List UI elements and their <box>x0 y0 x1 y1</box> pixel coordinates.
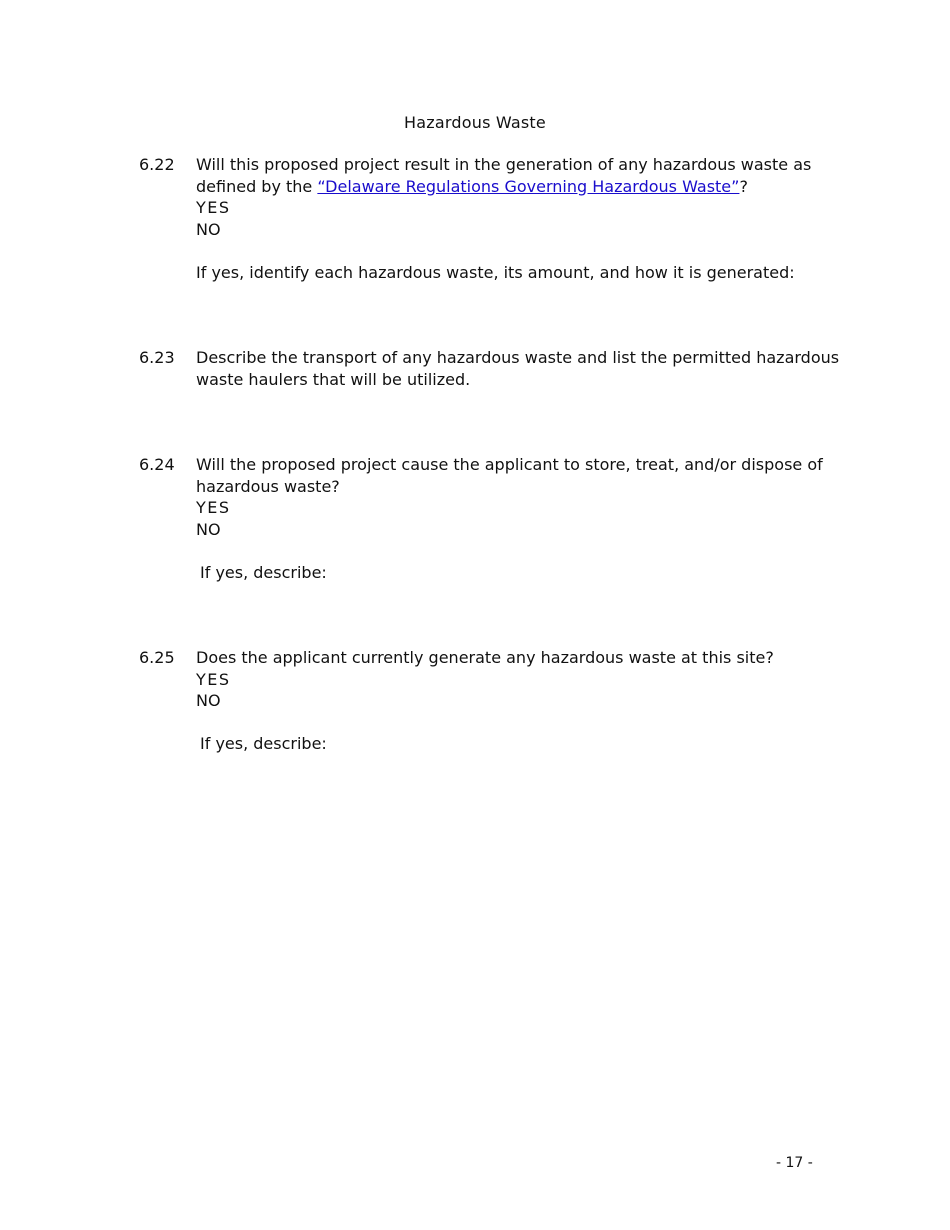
question-body <box>196 347 840 390</box>
no-option[interactable]: NO <box>196 219 221 239</box>
yes-option[interactable]: YES <box>196 498 231 517</box>
question-text-line: Will this proposed project result in the generation of any hazardous waste as <box>196 155 812 174</box>
delaware-regulations-link[interactable]: “Delaware Regulations Governing Hazardous Waste” <box>317 176 740 196</box>
followup-prompt: If yes, identify each hazardous waste, its amount, and how it is generated: <box>196 262 795 282</box>
no-option[interactable]: NO <box>196 519 221 539</box>
question-body <box>196 454 823 583</box>
spacer <box>196 540 816 562</box>
question-body <box>196 647 816 755</box>
page-number: - 17 - <box>776 1155 813 1171</box>
question-text-suffix: ? <box>739 176 748 196</box>
question-text-line: Will the proposed project cause the applicant to store, treat, and/or dispose of <box>196 455 823 474</box>
question-number: 6.24 <box>139 455 175 474</box>
yes-option[interactable]: YES <box>196 198 231 217</box>
followup-prompt: If yes, describe: <box>200 734 327 753</box>
spacer <box>196 712 816 734</box>
question-body <box>196 154 816 283</box>
question-text-line: waste haulers that will be utilized. <box>196 369 471 389</box>
question-text-line: Does the applicant currently generate any hazardous waste at this site? <box>196 648 774 667</box>
followup-prompt: If yes, describe: <box>200 562 327 582</box>
question-number: 6.22 <box>139 155 175 174</box>
question-text-line <box>196 176 816 198</box>
section-heading: Hazardous Waste <box>404 113 546 132</box>
yes-option[interactable]: YES <box>196 669 231 689</box>
question-number: 6.25 <box>139 648 175 667</box>
question-text-line: hazardous waste? <box>196 476 340 496</box>
spacer <box>196 240 816 262</box>
question-text-prefix: defined by the <box>196 176 318 196</box>
no-option[interactable]: NO <box>196 691 221 710</box>
question-text-line: Describe the transport of any hazardous waste and list the permitted hazardous <box>196 348 840 367</box>
question-number: 6.23 <box>139 348 175 367</box>
